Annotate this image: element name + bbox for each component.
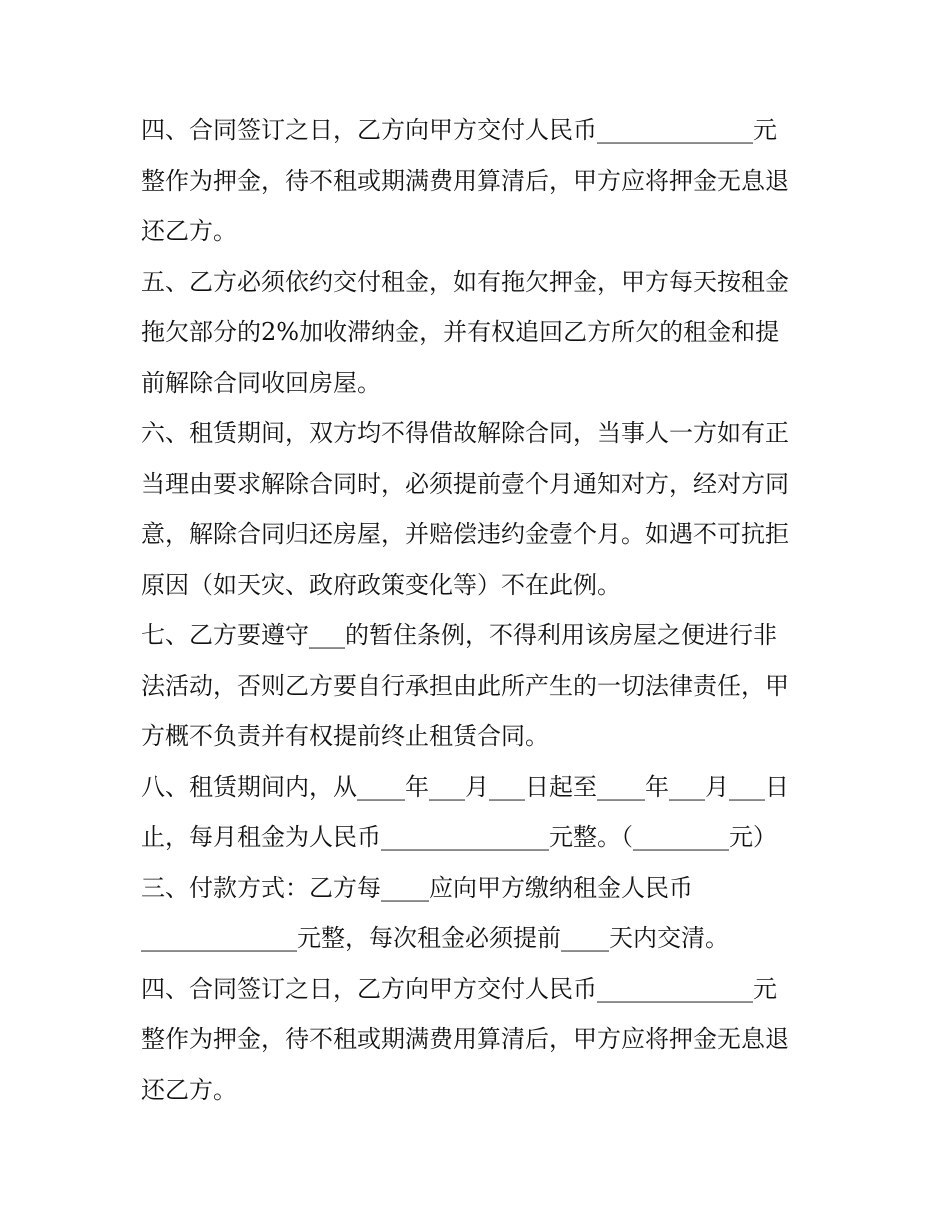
text-line: 还乙方。 <box>141 1075 237 1104</box>
text-line: 三、付款方式：乙方每____应向甲方缴纳租金人民币 <box>141 873 693 902</box>
text-line: 七、乙方要遵守___的暂住条例，不得利用该房屋之便进行非 <box>141 621 777 649</box>
text-line: 拖欠部分的2%加收滞纳金，并有权追回乙方所欠的租金和提 <box>141 318 780 346</box>
text-line: 八、租赁期间内，从____年___月___日起至____年___月___日 <box>141 772 789 801</box>
text-line: 五、乙方必须依约交付租金，如有拖欠押金，甲方每天按租金 <box>141 267 789 296</box>
document-body <box>141 105 821 1115</box>
text-line: 整作为押金，待不租或期满费用算清后，甲方应将押金无息退 <box>141 1025 789 1053</box>
text-line: 方概不负责并有权提前终止租赁合同。 <box>141 722 549 750</box>
text-line: 当理由要求解除合同时，必须提前壹个月通知对方，经对方同 <box>141 469 789 498</box>
text-line: 整作为押金，待不租或期满费用算清后，甲方应将押金无息退 <box>141 166 789 195</box>
text-line: 法活动，否则乙方要自行承担由此所产生的一切法律责任，甲 <box>141 671 789 700</box>
text-line: 还乙方。 <box>141 217 237 245</box>
text-line: 四、合同签订之日，乙方向甲方交付人民币_____________元 <box>141 974 777 1003</box>
text-line: _____________元整，每次租金必须提前____天内交清。 <box>141 924 729 952</box>
text-line: 意，解除合同归还房屋，并赔偿违约金壹个月。如遇不可抗拒 <box>141 520 789 548</box>
text-line: 止，每月租金为人民币______________元整。（________元） <box>141 823 777 851</box>
text-line: 前解除合同收回房屋。 <box>141 368 381 397</box>
text-line: 原因（如天灾、政府政策变化等）不在此例。 <box>141 570 621 599</box>
text-line: 四、合同签订之日，乙方向甲方交付人民币_____________元 <box>141 116 777 144</box>
text-line: 六、租赁期间，双方均不得借故解除合同，当事人一方如有正 <box>141 419 789 447</box>
